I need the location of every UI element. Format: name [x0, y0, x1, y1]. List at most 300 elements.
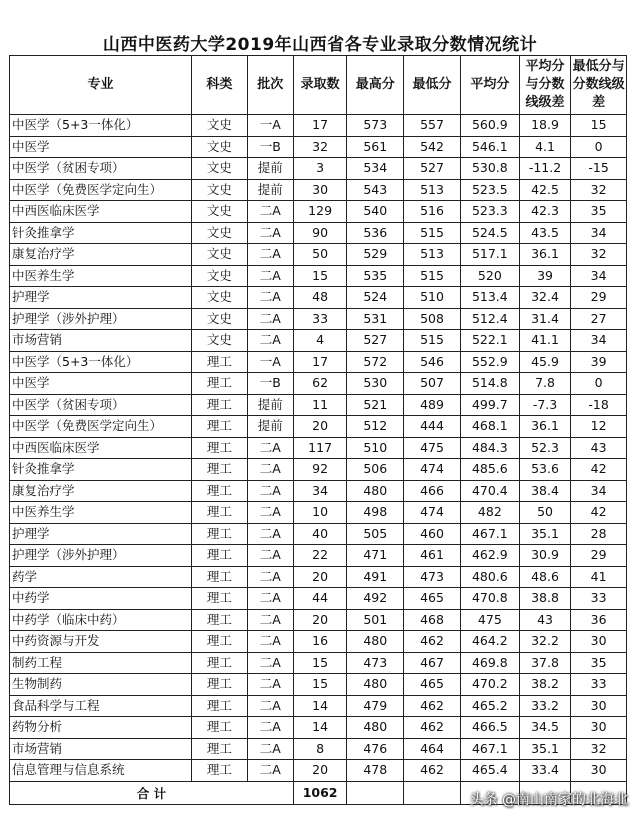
- table-row: [10, 115, 627, 137]
- cell-batch: 二A: [247, 201, 293, 223]
- cell-min-diff: 39: [571, 351, 627, 373]
- cell-avg: 482: [460, 502, 519, 524]
- cell-category: 理工: [192, 566, 248, 588]
- cell-max: 480: [347, 674, 404, 696]
- cell-avg: 513.4: [460, 287, 519, 309]
- table-row: [10, 394, 627, 416]
- cell-category: 文史: [192, 330, 248, 352]
- cell-min: 462: [404, 760, 461, 782]
- cell-major: 中医学（贫困专项）: [10, 394, 192, 416]
- cell-major: 生物制药: [10, 674, 192, 696]
- cell-major: 康复治疗学: [10, 244, 192, 266]
- cell-avg-diff: 36.1: [519, 244, 570, 266]
- cell-major: 中医学（5+3一体化）: [10, 115, 192, 137]
- cell-enrolled: 22: [293, 545, 347, 567]
- cell-min-diff: 32: [571, 179, 627, 201]
- cell-min: 513: [404, 244, 461, 266]
- cell-category: 理工: [192, 695, 248, 717]
- cell-avg-diff: -7.3: [519, 394, 570, 416]
- cell-batch: 二A: [247, 523, 293, 545]
- cell-enrolled: 20: [293, 609, 347, 631]
- cell-min-diff: 32: [571, 738, 627, 760]
- cell-batch: 提前: [247, 394, 293, 416]
- cell-max: 505: [347, 523, 404, 545]
- header-row: [10, 56, 627, 115]
- header-category: 科类: [192, 56, 248, 115]
- cell-min-diff: 30: [571, 760, 627, 782]
- cell-avg-diff: 34.5: [519, 717, 570, 739]
- cell-batch: 二A: [247, 265, 293, 287]
- cell-category: 文史: [192, 158, 248, 180]
- cell-batch: 二A: [247, 244, 293, 266]
- cell-batch: 二A: [247, 437, 293, 459]
- cell-avg: 465.4: [460, 760, 519, 782]
- cell-min-diff: 33: [571, 674, 627, 696]
- cell-category: 文史: [192, 136, 248, 158]
- cell-category: 理工: [192, 351, 248, 373]
- cell-avg: 470.2: [460, 674, 519, 696]
- cell-avg: 552.9: [460, 351, 519, 373]
- cell-enrolled: 48: [293, 287, 347, 309]
- cell-category: 文史: [192, 115, 248, 137]
- cell-avg: 485.6: [460, 459, 519, 481]
- cell-batch: 二A: [247, 566, 293, 588]
- cell-category: 文史: [192, 179, 248, 201]
- cell-major: 中药资源与开发: [10, 631, 192, 653]
- cell-min-diff: -18: [571, 394, 627, 416]
- cell-min: 474: [404, 459, 461, 481]
- cell-category: 文史: [192, 265, 248, 287]
- cell-max: 506: [347, 459, 404, 481]
- cell-category: 文史: [192, 308, 248, 330]
- cell-major: 药物分析: [10, 717, 192, 739]
- cell-avg-diff: 18.9: [519, 115, 570, 137]
- cell-avg-diff: 45.9: [519, 351, 570, 373]
- cell-category: 理工: [192, 652, 248, 674]
- cell-enrolled: 8: [293, 738, 347, 760]
- total-label: 合 计: [10, 781, 294, 804]
- cell-major: 中药学（临床中药）: [10, 609, 192, 631]
- cell-min-diff: 43: [571, 437, 627, 459]
- cell-avg: 522.1: [460, 330, 519, 352]
- header-avg-diff: 平均分与分数线级差: [519, 56, 570, 115]
- cell-max: 479: [347, 695, 404, 717]
- cell-major: 中医学: [10, 373, 192, 395]
- cell-min-diff: 30: [571, 695, 627, 717]
- cell-batch: 二A: [247, 588, 293, 610]
- cell-enrolled: 92: [293, 459, 347, 481]
- cell-category: 理工: [192, 502, 248, 524]
- cell-min-diff: 34: [571, 265, 627, 287]
- table-row: [10, 373, 627, 395]
- cell-avg: 465.2: [460, 695, 519, 717]
- cell-max: 501: [347, 609, 404, 631]
- cell-max: 561: [347, 136, 404, 158]
- cell-major: 制药工程: [10, 652, 192, 674]
- cell-major: 中医学（5+3一体化）: [10, 351, 192, 373]
- table-row: [10, 222, 627, 244]
- cell-min: 466: [404, 480, 461, 502]
- cell-min: 507: [404, 373, 461, 395]
- cell-enrolled: 20: [293, 416, 347, 438]
- cell-avg-diff: 32.2: [519, 631, 570, 653]
- cell-min-diff: 0: [571, 373, 627, 395]
- page-title: 山西中医药大学2019年山西省各专业录取分数情况统计: [102, 35, 538, 55]
- table-row: [10, 459, 627, 481]
- cell-max: 480: [347, 631, 404, 653]
- cell-avg-diff: 52.3: [519, 437, 570, 459]
- cell-enrolled: 20: [293, 566, 347, 588]
- cell-major: 针灸推拿学: [10, 222, 192, 244]
- cell-min: 464: [404, 738, 461, 760]
- table-row: [10, 287, 627, 309]
- cell-min-diff: 30: [571, 631, 627, 653]
- cell-category: 文史: [192, 287, 248, 309]
- cell-enrolled: 20: [293, 760, 347, 782]
- cell-enrolled: 4: [293, 330, 347, 352]
- cell-avg: 520: [460, 265, 519, 287]
- cell-major: 药学: [10, 566, 192, 588]
- cell-batch: 二A: [247, 760, 293, 782]
- cell-avg: 512.4: [460, 308, 519, 330]
- cell-enrolled: 17: [293, 351, 347, 373]
- cell-min: 510: [404, 287, 461, 309]
- table-row: [10, 695, 627, 717]
- cell-max: 530: [347, 373, 404, 395]
- cell-min-diff: -15: [571, 158, 627, 180]
- cell-category: 文史: [192, 201, 248, 223]
- cell-major: 中医养生学: [10, 502, 192, 524]
- header-enrolled: 录取数: [293, 56, 347, 115]
- cell-max: 512: [347, 416, 404, 438]
- cell-batch: 一A: [247, 351, 293, 373]
- cell-batch: 二A: [247, 459, 293, 481]
- cell-avg-diff: 4.1: [519, 136, 570, 158]
- cell-avg: 475: [460, 609, 519, 631]
- table-row: [10, 566, 627, 588]
- cell-category: 理工: [192, 373, 248, 395]
- table-row: [10, 265, 627, 287]
- cell-enrolled: 117: [293, 437, 347, 459]
- cell-min: 465: [404, 588, 461, 610]
- cell-min: 473: [404, 566, 461, 588]
- cell-avg-diff: 32.4: [519, 287, 570, 309]
- cell-enrolled: 15: [293, 265, 347, 287]
- table-row: [10, 674, 627, 696]
- cell-min: 527: [404, 158, 461, 180]
- cell-min-diff: 12: [571, 416, 627, 438]
- cell-max: 531: [347, 308, 404, 330]
- cell-max: 534: [347, 158, 404, 180]
- cell-min: 515: [404, 330, 461, 352]
- cell-avg-diff: 50: [519, 502, 570, 524]
- cell-enrolled: 15: [293, 652, 347, 674]
- cell-enrolled: 33: [293, 308, 347, 330]
- cell-enrolled: 14: [293, 695, 347, 717]
- cell-category: 理工: [192, 717, 248, 739]
- cell-avg-diff: 39: [519, 265, 570, 287]
- cell-avg: 467.1: [460, 523, 519, 545]
- cell-avg: 468.1: [460, 416, 519, 438]
- cell-category: 理工: [192, 674, 248, 696]
- cell-min: 444: [404, 416, 461, 438]
- header-batch: 批次: [247, 56, 293, 115]
- cell-min-diff: 35: [571, 652, 627, 674]
- cell-max: 480: [347, 717, 404, 739]
- header-min: 最低分: [404, 56, 461, 115]
- cell-major: 市场营销: [10, 330, 192, 352]
- table-row: [10, 631, 627, 653]
- cell-enrolled: 90: [293, 222, 347, 244]
- cell-max: 535: [347, 265, 404, 287]
- cell-batch: 二A: [247, 330, 293, 352]
- cell-avg-diff: 35.1: [519, 738, 570, 760]
- cell-batch: 二A: [247, 480, 293, 502]
- cell-avg-diff: 38.2: [519, 674, 570, 696]
- table-row: [10, 588, 627, 610]
- cell-avg: 480.6: [460, 566, 519, 588]
- cell-min: 515: [404, 222, 461, 244]
- cell-category: 文史: [192, 244, 248, 266]
- cell-enrolled: 34: [293, 480, 347, 502]
- cell-min-diff: 29: [571, 545, 627, 567]
- cell-category: 理工: [192, 394, 248, 416]
- cell-batch: 一B: [247, 136, 293, 158]
- total-enrolled: 1062: [293, 781, 347, 804]
- table-row: [10, 480, 627, 502]
- cell-min-diff: 29: [571, 287, 627, 309]
- cell-min: 468: [404, 609, 461, 631]
- table-row: [10, 330, 627, 352]
- cell-enrolled: 44: [293, 588, 347, 610]
- cell-major: 中医学（免费医学定向生）: [10, 416, 192, 438]
- cell-min-diff: 0: [571, 136, 627, 158]
- cell-avg-diff: -11.2: [519, 158, 570, 180]
- cell-enrolled: 14: [293, 717, 347, 739]
- cell-avg-diff: 37.8: [519, 652, 570, 674]
- cell-category: 理工: [192, 480, 248, 502]
- cell-category: 理工: [192, 631, 248, 653]
- cell-min: 489: [404, 394, 461, 416]
- cell-min: 467: [404, 652, 461, 674]
- cell-min: 513: [404, 179, 461, 201]
- cell-avg: 470.4: [460, 480, 519, 502]
- cell-batch: 提前: [247, 158, 293, 180]
- cell-min-diff: 42: [571, 502, 627, 524]
- cell-enrolled: 17: [293, 115, 347, 137]
- cell-batch: 二A: [247, 609, 293, 631]
- cell-category: 理工: [192, 609, 248, 631]
- cell-avg: 560.9: [460, 115, 519, 137]
- cell-category: 理工: [192, 588, 248, 610]
- cell-max: 540: [347, 201, 404, 223]
- cell-min: 462: [404, 717, 461, 739]
- cell-batch: 二A: [247, 674, 293, 696]
- cell-avg: 464.2: [460, 631, 519, 653]
- cell-min-diff: 34: [571, 480, 627, 502]
- cell-min-diff: 35: [571, 201, 627, 223]
- cell-batch: 二A: [247, 652, 293, 674]
- cell-min: 508: [404, 308, 461, 330]
- cell-max: 572: [347, 351, 404, 373]
- cell-batch: 二A: [247, 631, 293, 653]
- cell-enrolled: 40: [293, 523, 347, 545]
- cell-category: 理工: [192, 459, 248, 481]
- total-blank-cell: [404, 781, 461, 804]
- cell-avg: 466.5: [460, 717, 519, 739]
- cell-batch: 二A: [247, 738, 293, 760]
- cell-avg: 484.3: [460, 437, 519, 459]
- cell-enrolled: 32: [293, 136, 347, 158]
- cell-avg: 546.1: [460, 136, 519, 158]
- cell-enrolled: 3: [293, 158, 347, 180]
- cell-major: 食品科学与工程: [10, 695, 192, 717]
- cell-batch: 二A: [247, 222, 293, 244]
- cell-min-diff: 33: [571, 588, 627, 610]
- cell-avg-diff: 43.5: [519, 222, 570, 244]
- cell-min-diff: 27: [571, 308, 627, 330]
- admission-score-table: [9, 55, 627, 805]
- cell-min-diff: 36: [571, 609, 627, 631]
- cell-category: 理工: [192, 437, 248, 459]
- table-body: [10, 115, 627, 782]
- cell-avg: 530.8: [460, 158, 519, 180]
- cell-avg: 523.5: [460, 179, 519, 201]
- cell-major: 信息管理与信息系统: [10, 760, 192, 782]
- cell-major: 市场营销: [10, 738, 192, 760]
- cell-max: 476: [347, 738, 404, 760]
- cell-min: 462: [404, 631, 461, 653]
- table-row: [10, 609, 627, 631]
- cell-category: 理工: [192, 760, 248, 782]
- table-row: [10, 179, 627, 201]
- table-row: [10, 136, 627, 158]
- cell-avg: 523.3: [460, 201, 519, 223]
- cell-min-diff: 41: [571, 566, 627, 588]
- cell-enrolled: 11: [293, 394, 347, 416]
- watermark: 头条 @南山南家的北海北: [469, 792, 628, 808]
- cell-min: 474: [404, 502, 461, 524]
- cell-min: 542: [404, 136, 461, 158]
- cell-min-diff: 42: [571, 459, 627, 481]
- cell-batch: 二A: [247, 545, 293, 567]
- cell-major: 中医学: [10, 136, 192, 158]
- cell-min-diff: 32: [571, 244, 627, 266]
- cell-max: 510: [347, 437, 404, 459]
- table-row: [10, 201, 627, 223]
- table-row: [10, 158, 627, 180]
- cell-major: 中西医临床医学: [10, 201, 192, 223]
- table-row: [10, 738, 627, 760]
- cell-major: 中医学（贫困专项）: [10, 158, 192, 180]
- cell-category: 理工: [192, 416, 248, 438]
- cell-enrolled: 15: [293, 674, 347, 696]
- cell-enrolled: 129: [293, 201, 347, 223]
- cell-avg: 462.9: [460, 545, 519, 567]
- cell-enrolled: 16: [293, 631, 347, 653]
- cell-max: 543: [347, 179, 404, 201]
- table-row: [10, 652, 627, 674]
- cell-max: 480: [347, 480, 404, 502]
- cell-enrolled: 10: [293, 502, 347, 524]
- cell-max: 492: [347, 588, 404, 610]
- cell-avg-diff: 31.4: [519, 308, 570, 330]
- table-row: [10, 437, 627, 459]
- cell-max: 478: [347, 760, 404, 782]
- cell-avg-diff: 41.1: [519, 330, 570, 352]
- cell-avg-diff: 7.8: [519, 373, 570, 395]
- cell-major: 护理学: [10, 287, 192, 309]
- table-row: [10, 308, 627, 330]
- cell-avg: 517.1: [460, 244, 519, 266]
- cell-batch: 提前: [247, 179, 293, 201]
- cell-batch: 二A: [247, 502, 293, 524]
- table-row: [10, 502, 627, 524]
- cell-min: 475: [404, 437, 461, 459]
- cell-max: 527: [347, 330, 404, 352]
- cell-major: 针灸推拿学: [10, 459, 192, 481]
- cell-batch: 二A: [247, 308, 293, 330]
- table-row: [10, 545, 627, 567]
- cell-category: 理工: [192, 545, 248, 567]
- cell-batch: 提前: [247, 416, 293, 438]
- cell-major: 中医养生学: [10, 265, 192, 287]
- cell-category: 理工: [192, 523, 248, 545]
- cell-avg-diff: 33.4: [519, 760, 570, 782]
- table-row: [10, 416, 627, 438]
- cell-max: 498: [347, 502, 404, 524]
- cell-category: 文史: [192, 222, 248, 244]
- cell-major: 中西医临床医学: [10, 437, 192, 459]
- total-blank-cell: [347, 781, 404, 804]
- cell-avg-diff: 30.9: [519, 545, 570, 567]
- cell-max: 471: [347, 545, 404, 567]
- table-row: [10, 717, 627, 739]
- cell-category: 理工: [192, 738, 248, 760]
- cell-avg-diff: 38.8: [519, 588, 570, 610]
- cell-avg-diff: 35.1: [519, 523, 570, 545]
- cell-major: 护理学（涉外护理）: [10, 308, 192, 330]
- cell-min: 516: [404, 201, 461, 223]
- cell-avg: 467.1: [460, 738, 519, 760]
- cell-avg-diff: 33.2: [519, 695, 570, 717]
- cell-major: 中药学: [10, 588, 192, 610]
- cell-max: 491: [347, 566, 404, 588]
- cell-min: 460: [404, 523, 461, 545]
- cell-max: 473: [347, 652, 404, 674]
- cell-batch: 二A: [247, 695, 293, 717]
- cell-major: 护理学（涉外护理）: [10, 545, 192, 567]
- cell-major: 康复治疗学: [10, 480, 192, 502]
- cell-max: 524: [347, 287, 404, 309]
- cell-max: 536: [347, 222, 404, 244]
- cell-avg-diff: 36.1: [519, 416, 570, 438]
- cell-min-diff: 34: [571, 330, 627, 352]
- cell-min: 462: [404, 695, 461, 717]
- cell-max: 521: [347, 394, 404, 416]
- cell-avg-diff: 43: [519, 609, 570, 631]
- cell-min-diff: 34: [571, 222, 627, 244]
- cell-batch: 一A: [247, 115, 293, 137]
- cell-enrolled: 30: [293, 179, 347, 201]
- cell-min: 461: [404, 545, 461, 567]
- cell-batch: 二A: [247, 717, 293, 739]
- cell-min: 465: [404, 674, 461, 696]
- cell-avg: 470.8: [460, 588, 519, 610]
- cell-avg: 469.8: [460, 652, 519, 674]
- header-min-diff: 最低分与分数线级差: [571, 56, 627, 115]
- table-row: [10, 351, 627, 373]
